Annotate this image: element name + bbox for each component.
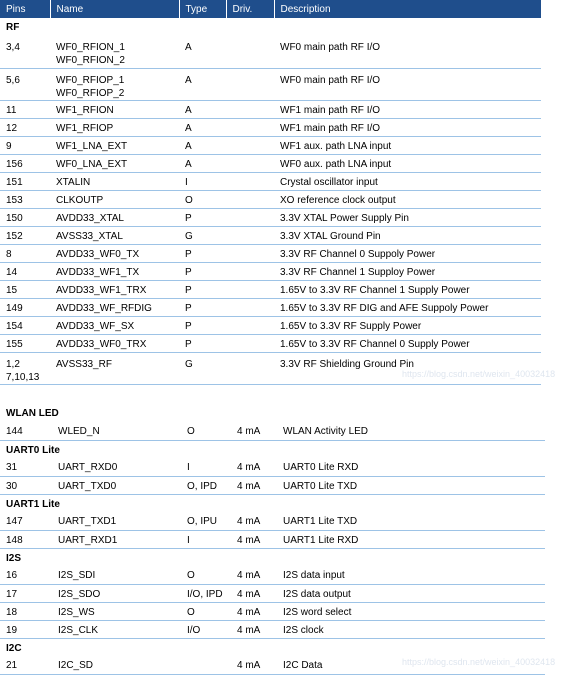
pin-cell: 153 (0, 190, 50, 208)
type-cell: G (179, 226, 226, 244)
table-row (0, 476, 545, 494)
drive-cell: 4 mA (231, 656, 277, 674)
section-label-uart0-lite: UART0 Lite (6, 444, 60, 456)
table-row (0, 154, 541, 172)
description-cell: 1.65V to 3.3V RF Channel 1 Supply Power (274, 280, 541, 298)
section-row-i2c (0, 638, 545, 656)
pin-cell: 149 (0, 298, 50, 316)
table-row (0, 512, 545, 530)
description-cell: I2S data output (277, 584, 545, 602)
description-cell: 3.3V RF Channel 0 Suppoly Power (274, 244, 541, 262)
type-cell: A (179, 100, 226, 118)
table-row (0, 226, 541, 244)
type-cell: O (181, 566, 231, 584)
name-cell: I2S_WS (52, 602, 181, 620)
type-cell (181, 656, 231, 674)
table-row (0, 602, 545, 620)
description-cell: I2S word select (277, 602, 545, 620)
header-driv: Driv. (226, 0, 274, 18)
type-cell: O, IPU (181, 512, 231, 530)
table-row (0, 334, 541, 352)
type-cell: O, IPD (181, 476, 231, 494)
drive-cell (226, 244, 274, 262)
pin-cell: 156 (0, 154, 50, 172)
table-row (0, 136, 541, 154)
type-cell: O (181, 422, 231, 440)
type-cell: P (179, 262, 226, 280)
description-cell: I2S data input (277, 566, 545, 584)
drive-cell (226, 100, 274, 118)
description-cell: UART0 Lite TXD (277, 476, 545, 494)
type-cell: A (179, 154, 226, 172)
name-cell: I2S_CLK (52, 620, 181, 638)
name-cell: UART_RXD0 (52, 458, 181, 476)
watermark-bottom: https://blog.csdn.net/weixin_40032418 (402, 657, 556, 667)
header-pins: Pins (0, 0, 50, 18)
description-cell: XO reference clock output (274, 190, 541, 208)
pin-cell: 3,4 (0, 36, 50, 68)
table-row (0, 100, 541, 118)
description-cell: I2S clock (277, 620, 545, 638)
drive-cell (226, 316, 274, 334)
table-row (0, 422, 545, 440)
name-cell: UART_TXD1 (52, 512, 181, 530)
type-cell: A (179, 36, 226, 68)
type-cell: A (179, 136, 226, 154)
name-cell: UART_TXD0 (52, 476, 181, 494)
description-cell: 1.65V to 3.3V RF DIG and AFE Suppoly Power (274, 298, 541, 316)
section-label-i2c: I2C (6, 642, 22, 654)
description-cell: 3.3V XTAL Power Supply Pin (274, 208, 541, 226)
table-row (0, 190, 541, 208)
name-cell: I2S_SDI (52, 566, 181, 584)
name-cell: WF0_RFION_1 WF0_RFION_2 (50, 36, 179, 68)
table-row (0, 262, 541, 280)
description-cell: WF1 main path RF I/O (274, 100, 541, 118)
type-cell: P (179, 280, 226, 298)
section-row-wlan-led (0, 404, 545, 422)
description-cell: WF1 aux. path LNA input (274, 136, 541, 154)
name-cell: WF0_LNA_EXT (50, 154, 179, 172)
pin-cell: 30 (0, 476, 52, 494)
name-cell: UART_RXD1 (52, 530, 181, 548)
pin-cell: 17 (0, 584, 52, 602)
drive-cell (226, 154, 274, 172)
table-row (0, 352, 541, 384)
drive-cell (226, 280, 274, 298)
pin-cell: 150 (0, 208, 50, 226)
table-row (0, 316, 541, 334)
table-row (0, 208, 541, 226)
type-cell: O (181, 602, 231, 620)
type-cell: I/O (181, 620, 231, 638)
drive-cell: 4 mA (231, 458, 277, 476)
section-row-rf (0, 18, 541, 36)
type-cell: P (179, 316, 226, 334)
description-cell: WF1 main path RF I/O (274, 118, 541, 136)
drive-cell (226, 226, 274, 244)
drive-cell: 4 mA (231, 530, 277, 548)
name-cell: AVSS33_XTAL (50, 226, 179, 244)
name-cell: AVDD33_WF0_TRX (50, 334, 179, 352)
name-cell: AVDD33_WF_SX (50, 316, 179, 334)
drive-cell: 4 mA (231, 584, 277, 602)
drive-cell: 4 mA (231, 602, 277, 620)
name-cell: WF1_RFION (50, 100, 179, 118)
type-cell: A (179, 68, 226, 100)
drive-cell: 4 mA (231, 512, 277, 530)
pin-cell: 155 (0, 334, 50, 352)
type-cell: I (179, 172, 226, 190)
table-row (0, 172, 541, 190)
drive-cell (226, 136, 274, 154)
pin-cell: 1,2 7,10,13 (0, 352, 50, 384)
drive-cell: 4 mA (231, 566, 277, 584)
drive-cell (226, 118, 274, 136)
pin-cell: 5,6 (0, 68, 50, 100)
drive-cell (226, 352, 274, 384)
type-cell: A (179, 118, 226, 136)
description-cell: WF0 main path RF I/O (274, 68, 541, 100)
name-cell: WF1_RFIOP (50, 118, 179, 136)
description-cell: UART1 Lite RXD (277, 530, 545, 548)
section-label-wlan-led: WLAN LED (6, 408, 59, 419)
pin-cell: 154 (0, 316, 50, 334)
name-cell: AVDD33_WF_RFDIG (50, 298, 179, 316)
table-row (0, 68, 541, 100)
description-cell: UART0 Lite RXD (277, 458, 545, 476)
watermark: https://blog.csdn.net/weixin_40032418 (402, 369, 556, 379)
name-cell: XTALIN (50, 172, 179, 190)
pin-cell: 152 (0, 226, 50, 244)
header-type: Type (179, 0, 226, 18)
pin-cell: 144 (0, 422, 52, 440)
name-cell: WF1_LNA_EXT (50, 136, 179, 154)
description-cell: WF0 aux. path LNA input (274, 154, 541, 172)
pin-cell: 18 (0, 602, 52, 620)
type-cell: P (179, 244, 226, 262)
pin-cell: 21 (0, 656, 52, 674)
description-cell: WLAN Activity LED (277, 422, 545, 440)
description-cell: 3.3V RF Channel 1 Supploy Power (274, 262, 541, 280)
drive-cell (226, 190, 274, 208)
table-row (0, 118, 541, 136)
type-cell: P (179, 208, 226, 226)
name-cell: I2C_SD (52, 656, 181, 674)
drive-cell (226, 172, 274, 190)
table-row (0, 298, 541, 316)
drive-cell (226, 68, 274, 100)
description-cell: WF0 main path RF I/O (274, 36, 541, 68)
pin-cell: 151 (0, 172, 50, 190)
name-cell: CLKOUTP (50, 190, 179, 208)
drive-cell: 4 mA (231, 476, 277, 494)
pin-cell: 31 (0, 458, 52, 476)
section-label-i2s: I2S (6, 552, 22, 564)
table-header (0, 0, 541, 18)
section-row-i2s (0, 548, 545, 566)
section-label-rf: RF (6, 22, 20, 33)
type-cell: O (179, 190, 226, 208)
drive-cell (226, 208, 274, 226)
pin-cell: 12 (0, 118, 50, 136)
pin-cell: 16 (0, 566, 52, 584)
pin-cell: 9 (0, 136, 50, 154)
description-cell: Crystal oscillator input (274, 172, 541, 190)
table-row (0, 530, 545, 548)
drive-cell (226, 298, 274, 316)
type-cell: P (179, 334, 226, 352)
pin-cell: 148 (0, 530, 52, 548)
type-cell: P (179, 298, 226, 316)
section-row-uart0-lite (0, 440, 545, 458)
pin-cell: 19 (0, 620, 52, 638)
pin-cell: 147 (0, 512, 52, 530)
name-cell: WLED_N (52, 422, 181, 440)
pin-cell: 8 (0, 244, 50, 262)
table-row (0, 458, 545, 476)
name-cell: AVDD33_WF1_TX (50, 262, 179, 280)
pin-cell: 14 (0, 262, 50, 280)
name-cell: AVSS33_RF (50, 352, 179, 384)
table-row (0, 280, 541, 298)
description-cell: 3.3V XTAL Ground Pin (274, 226, 541, 244)
section-label-uart1-lite: UART1 Lite (6, 498, 60, 510)
drive-cell: 4 mA (231, 620, 277, 638)
type-cell: I (181, 530, 231, 548)
name-cell: AVDD33_WF0_TX (50, 244, 179, 262)
name-cell: AVDD33_XTAL (50, 208, 179, 226)
section-row-uart1-lite (0, 494, 545, 512)
table-row (0, 244, 541, 262)
header-name: Name (50, 0, 179, 18)
table-row (0, 620, 545, 638)
description-cell: UART1 Lite TXD (277, 512, 545, 530)
drive-cell: 4 mA (231, 422, 277, 440)
name-cell: I2S_SDO (52, 584, 181, 602)
pin-cell: 15 (0, 280, 50, 298)
description-cell: 1.65V to 3.3V RF Supply Power (274, 316, 541, 334)
drive-cell (226, 36, 274, 68)
name-cell: AVDD33_WF1_TRX (50, 280, 179, 298)
peripheral-pin-table (0, 404, 545, 675)
type-cell: G (179, 352, 226, 384)
description-cell: 3.3V RF Shielding Ground Pin (274, 352, 541, 384)
table-row (0, 584, 545, 602)
name-cell: WF0_RFIOP_1 WF0_RFIOP_2 (50, 68, 179, 100)
type-cell: I (181, 458, 231, 476)
description-cell: I2C Data (277, 656, 545, 674)
drive-cell (226, 262, 274, 280)
pin-cell: 11 (0, 100, 50, 118)
table-row (0, 566, 545, 584)
table-row (0, 36, 541, 68)
type-cell: I/O, IPD (181, 584, 231, 602)
description-cell: 1.65V to 3.3V RF Channel 0 Supply Power (274, 334, 541, 352)
header-description: Description (274, 0, 541, 18)
drive-cell (226, 334, 274, 352)
